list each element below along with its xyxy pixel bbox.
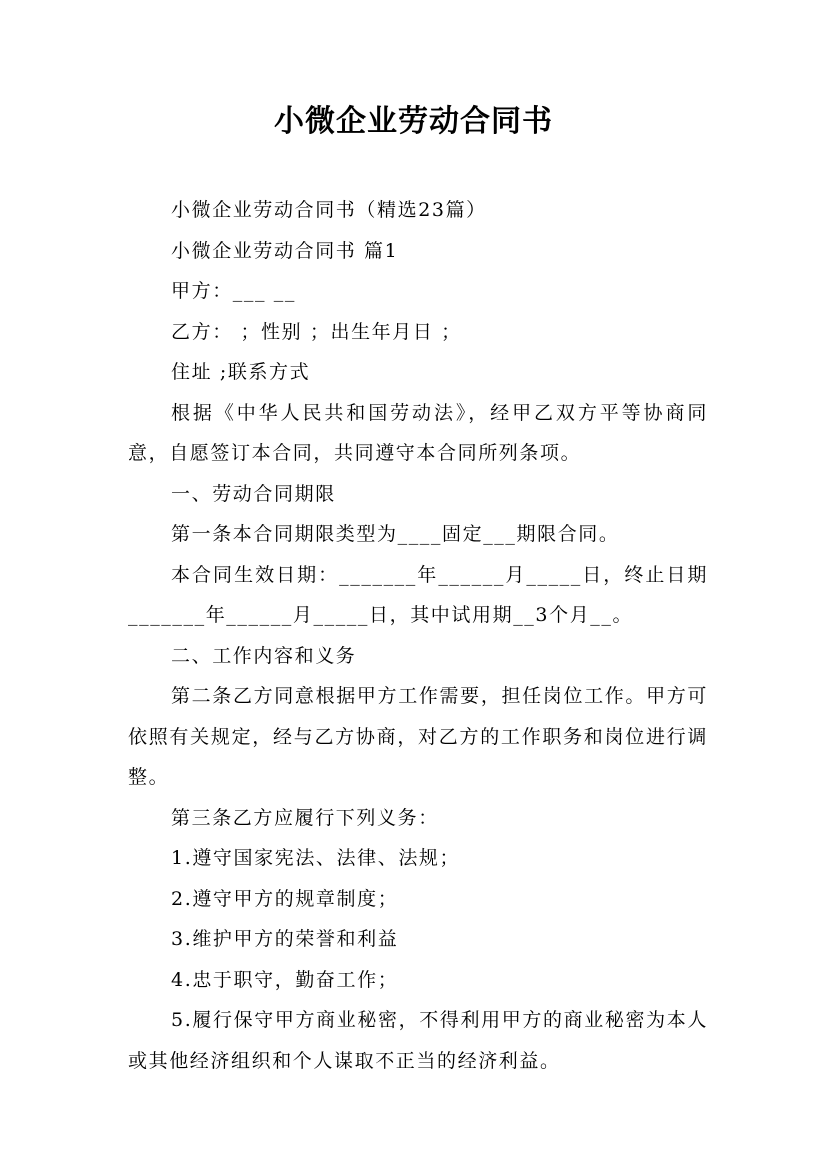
list-item: 4.忠于职守，勤奋工作； [171,968,399,991]
list-item: 5.履行保守甲方商业秘密，不得利用甲方的商业秘密为本人或其他经济组织和个人谋取不正当的经济利益。 [128,1009,708,1072]
address-line: 住址 ;联系方式 [171,361,311,383]
article-paragraph: 第二条乙方同意根据甲方工作需要，担任岗位工作。甲方可依照有关规定，经与乙方协商，对乙方的工作职务和岗位进行调整。 [128,685,708,788]
list-item: 1.遵守国家宪法、法律、法规； [171,847,461,869]
document-body [128,190,708,1081]
party-b-line: 乙方： ；性别 ；出生年月日 ； [171,320,462,343]
article-paragraph: 第三条乙方应履行下列义务： [171,806,439,829]
article-paragraph: 第一条本合同期限类型为____固定___期限合同。 [171,523,620,545]
subtitle-line: 小微企业劳动合同书（精选23篇） [171,199,487,221]
effective-date-paragraph: 本合同生效日期：_______年______月_____日，终止日期_______年______月_____日，其中试用期__3个月__。 [128,563,708,626]
list-item: 3.维护甲方的荣誉和利益 [171,928,399,950]
chapter-heading: 二、工作内容和义务 [171,644,357,667]
section-heading: 小微企业劳动合同书 篇1 [171,239,399,262]
preamble-paragraph: 根据《中华人民共和国劳动法》，经甲乙双方平等协商同意，自愿签订本合同，共同遵守本合同所列条项。 [128,401,708,464]
party-a-line: 甲方：___ __ [171,280,296,302]
chapter-heading: 一、劳动合同期限 [171,482,336,505]
document-title: 小微企业劳动合同书 [274,104,553,139]
list-item: 2.遵守甲方的规章制度； [171,887,399,910]
